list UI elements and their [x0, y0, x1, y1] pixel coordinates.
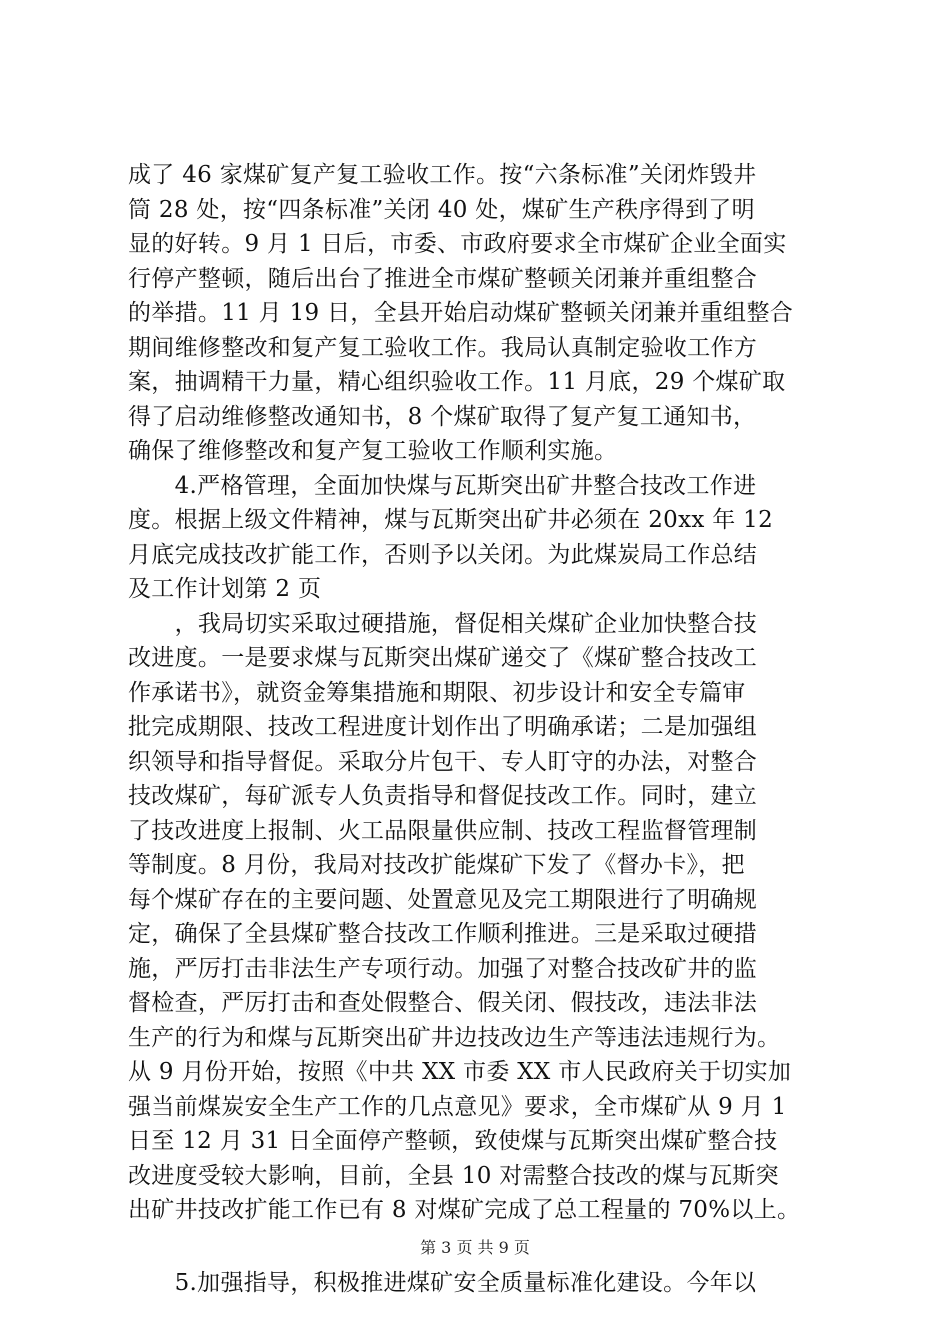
text-line: 月底完成技改扩能工作，否则予以关闭。为此煤炭局工作总结	[128, 541, 758, 568]
text-line: 了技改进度上报制、火工品限量供应制、技改工程监督管理制	[128, 817, 758, 844]
text-line: 得了启动维修整改通知书，8 个煤矿取得了复产复工通知书，	[128, 403, 757, 430]
text-line: 技改煤矿，每矿派专人负责指导和督促技改工作。同时，建立	[128, 783, 758, 809]
text-line: 确保了维修整改和复产复工验收工作顺利实施。	[128, 438, 618, 464]
text-line: 织领导和指导督促。采取分片包干、专人盯守的办法，对整合	[128, 748, 758, 775]
text-line: 及工作计划第 2 页	[128, 576, 322, 602]
text-line: 日至 12 月 31 日全面停产整顿，致使煤与瓦斯突出煤矿整合技	[128, 1128, 778, 1154]
text-line: 显的好转。9 月 1 日后，市委、市政府要求全市煤矿企业全面实	[128, 231, 787, 257]
text-line: ，我局切实采取过硬措施，督促相关煤矿企业加快整合技	[128, 610, 758, 637]
text-line: 定，确保了全县煤矿整合技改工作顺利推进。三是采取过硬措	[128, 921, 758, 947]
text-line: 等制度。8 月份，我局对技改扩能煤矿下发了《督办卡》，把	[128, 852, 745, 878]
text-line: 4.严格管理，全面加快煤与瓦斯突出矿井整合技改工作进	[128, 472, 757, 499]
text-line: 从 9 月份开始，按照《中共 XX 市委 XX 市人民政府关于切实加	[128, 1059, 792, 1085]
text-line: 出矿井技改扩能工作已有 8 对煤矿完成了总工程量的 70%以上。	[128, 1197, 801, 1223]
text-line: 案，抽调精干力量，精心组织验收工作。11 月底，29 个煤矿取	[128, 369, 786, 395]
text-line: 度。根据上级文件精神，煤与瓦斯突出矿井必须在 20xx 年 12	[128, 507, 774, 533]
text-line: 成了 46 家煤矿复产复工验收工作。按“六条标准”关闭炸毁井	[128, 162, 757, 188]
text-line: 行停产整顿，随后出台了推进全市煤矿整顿关闭兼并重组整合	[128, 265, 758, 292]
text-line: 改进度受较大影响，目前，全县 10 对需整合技改的煤与瓦斯突	[128, 1162, 779, 1189]
text-line: 生产的行为和煤与瓦斯突出矿井边技改边生产等违法违规行为。	[128, 1024, 781, 1051]
text-line: 强当前煤炭安全生产工作的几点意见》要求，全市煤矿从 9 月 1	[128, 1093, 787, 1120]
text-line: 批完成期限、技改工程进度计划作出了明确承诺；二是加强组	[128, 714, 758, 740]
text-line: 筒 28 处，按“四条标准”关闭 40 处，煤矿生产秩序得到了明	[128, 196, 755, 223]
text-line: 每个煤矿存在的主要问题、处置意见及完工期限进行了明确规	[128, 886, 758, 913]
text-line: 5.加强指导，积极推进煤矿安全质量标准化建设。今年以	[128, 1269, 757, 1296]
page-footer: 第 3 页 共 9 页	[420, 1238, 530, 1257]
text-line: 督检查，严厉打击和查处假整合、假关闭、假技改，违法非法	[128, 990, 758, 1016]
text-line: 改进度。一是要求煤与瓦斯突出煤矿递交了《煤矿整合技改工	[128, 645, 758, 671]
text-line: 施，严厉打击非法生产专项行动。加强了对整合技改矿井的监	[128, 955, 758, 982]
document-body	[128, 158, 828, 1300]
text-line: 作承诺书》，就资金筹集措施和期限、初步设计和安全专篇审	[128, 679, 746, 706]
text-line: 期间维修整改和复产复工验收工作。我局认真制定验收工作方	[128, 334, 758, 361]
text-line: 的举措。11 月 19 日，全县开始启动煤矿整顿关闭兼并重组整合	[128, 300, 794, 326]
